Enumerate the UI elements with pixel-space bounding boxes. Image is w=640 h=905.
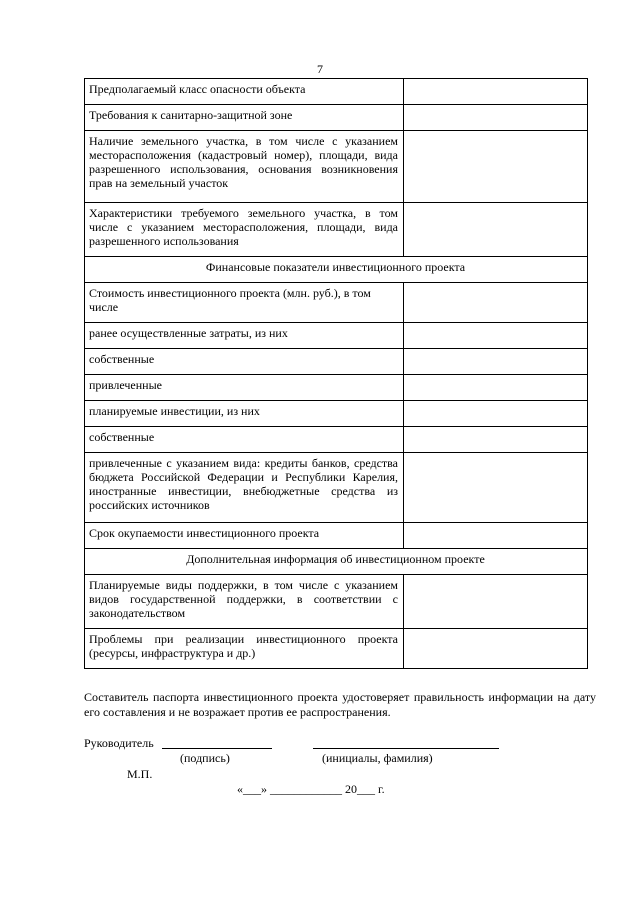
row-label: Срок окупаемости инвестиционного проекта	[85, 523, 404, 549]
row-value	[404, 629, 588, 669]
name-line	[313, 748, 499, 749]
row-value	[404, 375, 588, 401]
table-row	[85, 323, 588, 349]
table-row	[85, 629, 588, 669]
row-value	[404, 349, 588, 375]
table-row	[85, 203, 588, 257]
name-caption: (инициалы, фамилия)	[322, 751, 433, 765]
row-value	[404, 283, 588, 323]
head-label: Руководитель	[84, 736, 154, 750]
row-label: Предполагаемый класс опасности объекта	[85, 79, 404, 105]
table-row	[85, 131, 588, 203]
passport-table	[84, 78, 588, 669]
row-label: Проблемы при реализации инвестиционного проекта (ресурсы, инфраструктура и др.)	[85, 629, 404, 669]
table-row	[85, 79, 588, 105]
row-value	[404, 105, 588, 131]
row-label: собственные	[85, 427, 404, 453]
row-label: планируемые инвестиции, из них	[85, 401, 404, 427]
table-row	[85, 401, 588, 427]
table-row	[85, 575, 588, 629]
table-row	[85, 453, 588, 523]
signature-line	[162, 748, 272, 749]
section-header-additional: Дополнительная информация об инвестиционном проекте	[85, 549, 588, 575]
row-label: привлеченные	[85, 375, 404, 401]
row-value	[404, 401, 588, 427]
row-value	[404, 131, 588, 203]
date-line: «___» ____________ 20___ г.	[237, 782, 385, 796]
row-value	[404, 453, 588, 523]
row-label: привлеченные с указанием вида: кредиты банков, средства бюджета Российской Федерации и Республики Карелия, иностранные инвестиции, внебюджетные средства из российских источников	[85, 453, 404, 523]
row-value	[404, 203, 588, 257]
row-value	[404, 323, 588, 349]
row-label: Характеристики требуемого земельного участка, в том числе с указанием месторасположения, площади, вида разрешенного использования	[85, 203, 404, 257]
row-value	[404, 575, 588, 629]
row-value	[404, 523, 588, 549]
row-label: Требования к санитарно-защитной зоне	[85, 105, 404, 131]
table-row	[85, 523, 588, 549]
section-header-financial: Финансовые показатели инвестиционного проекта	[85, 257, 588, 283]
section-header-row	[85, 549, 588, 575]
row-label: Стоимость инвестиционного проекта (млн. руб.), в том числе	[85, 283, 404, 323]
row-value	[404, 79, 588, 105]
page-number: 7	[317, 62, 323, 76]
signature-caption: (подпись)	[180, 751, 230, 765]
row-label: Наличие земельного участка, в том числе с указанием месторасположения (кадастровый номер), площади, вида разрешенного использования, основания возникновения прав на земельный участок	[85, 131, 404, 203]
row-label: Планируемые виды поддержки, в том числе с указанием видов государственной поддержки, в соответствии с законодательством	[85, 575, 404, 629]
row-value	[404, 427, 588, 453]
row-label: собственные	[85, 349, 404, 375]
table-row	[85, 283, 588, 323]
table-row	[85, 375, 588, 401]
table-row	[85, 349, 588, 375]
row-label: ранее осуществленные затраты, из них	[85, 323, 404, 349]
table-row	[85, 105, 588, 131]
author-statement: Составитель паспорта инвестиционного проекта удостоверяет правильность информации на дату его составления и не возражает против ее распространения.	[84, 690, 596, 719]
section-header-row	[85, 257, 588, 283]
table-row	[85, 427, 588, 453]
stamp-label: М.П.	[127, 767, 153, 781]
